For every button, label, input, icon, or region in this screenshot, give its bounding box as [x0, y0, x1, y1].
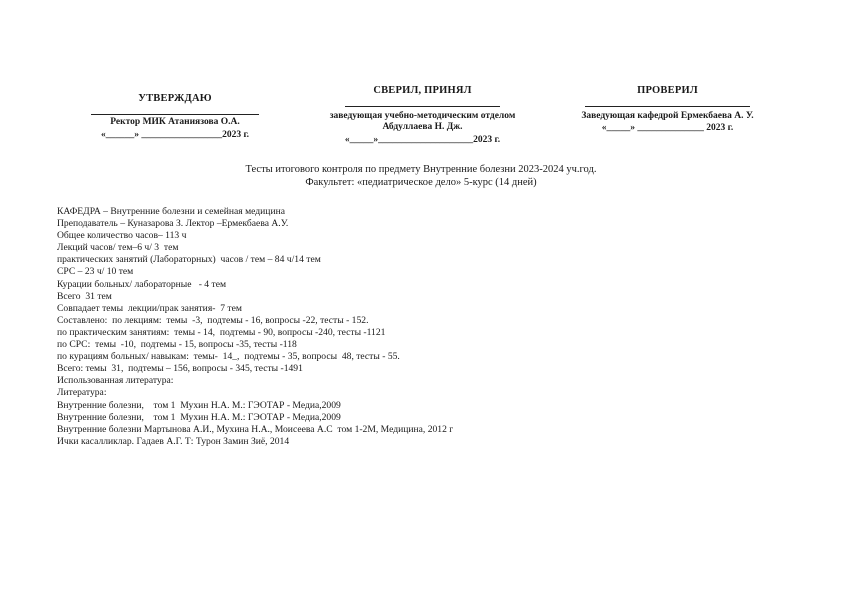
- srs-hours-line: СРС – 23 ч/ 10 тем: [57, 266, 134, 278]
- approval-heading-approve: УТВЕРЖДАЮ: [138, 93, 212, 104]
- document-body: [57, 206, 797, 448]
- approval-heading-checked-accepted: СВЕРИЛ, ПРИНЯЛ: [373, 85, 472, 96]
- literature-item: Ички касалликлар. Гадаев А.Г. Т: Турон Замин Зиё, 2014: [57, 435, 290, 447]
- literature-heading: Литература:: [57, 387, 107, 399]
- composed-srs-line: по СРС: темы -10, подтемы - 15, вопросы -35, тесты -118: [57, 339, 297, 351]
- practical-hours-line: практических занятий (Лабораторных) часов / тем – 84 ч/14 тем: [57, 254, 321, 266]
- composed-practical-line: по практическим занятиям: темы - 14, подтемы - 90, вопросы -240, тесты -1121: [57, 326, 386, 338]
- literature-item: Внутренние болезни, том 1 Мухин Н.А. М.: ГЭОТАР - Медиа,2009: [57, 411, 341, 423]
- methodist-date: «_____»____________________2023 г.: [344, 135, 501, 145]
- composed-lectures-line: Составлено: по лекциям: темы -3, подтемы - 16, вопросы -22, тесты - 152.: [57, 314, 369, 326]
- teacher-line: Преподаватель – Куназарова З. Лектор –Ермекбаева А.У.: [57, 218, 289, 230]
- document-title-line: Тесты итогового контроля по предмету Внутренние болезни 2023-2024 уч.год.: [245, 164, 597, 175]
- lecture-hours-line: Лекций часов/ тем–6 ч/ 3 тем: [57, 242, 179, 254]
- document-title: [0, 163, 842, 189]
- composed-total-line: Всего: темы 31, подтемы – 156, вопросы - 345, тесты -1491: [57, 363, 303, 375]
- matching-topics-line: Совпадает темы лекции/прак занятия- 7 тем: [57, 302, 242, 314]
- signature-line: [585, 106, 750, 107]
- total-hours-line: Общее количество часов– 113 ч: [57, 230, 187, 242]
- signature-line: [91, 114, 259, 115]
- approval-methodist-block: [300, 85, 545, 146]
- rector-name: Ректор МИК Атаниязова О.А.: [110, 117, 240, 127]
- literature-item: Внутренние болезни Мартынова А.И., Мухина Н.А., Моисеева А.С том 1-2М, Медицина, 2012 г: [57, 423, 454, 435]
- approval-rector-block: [80, 93, 270, 141]
- faculty-line: Факультет: «педиатрическое дело» 5-курс (14 дней): [305, 177, 537, 188]
- used-literature-heading: Использованная литература:: [57, 375, 174, 387]
- methodist-position: заведующая учебно-методическим отделом: [329, 111, 516, 121]
- rector-date: «______» _________________2023 г.: [100, 130, 250, 140]
- composed-curation-line: по курациям больных/ навыкам: темы- 14_, подтемы - 35, вопросы 48, тесты - 55.: [57, 351, 400, 363]
- total-topics-line: Всего 31 тем: [57, 290, 112, 302]
- literature-item: Внутренние болезни, том 1 Мухин Н.А. М.: ГЭОТАР - Медиа,2009: [57, 399, 341, 411]
- head-of-department-name: Заведующая кафедрой Ермекбаева А. У.: [581, 111, 754, 121]
- approval-head-of-department-block: [560, 85, 775, 134]
- approval-heading-checked: ПРОВЕРИЛ: [637, 85, 698, 96]
- methodist-name: Абдуллаева Н. Дж.: [382, 122, 463, 132]
- head-of-department-date: «_____» ______________ 2023 г.: [601, 123, 734, 133]
- department-line: КАФЕДРА – Внутренние болезни и семейная медицина: [57, 206, 285, 217]
- curation-line: Курации больных/ лабораторные - 4 тем: [57, 278, 227, 290]
- signature-line: [345, 106, 500, 107]
